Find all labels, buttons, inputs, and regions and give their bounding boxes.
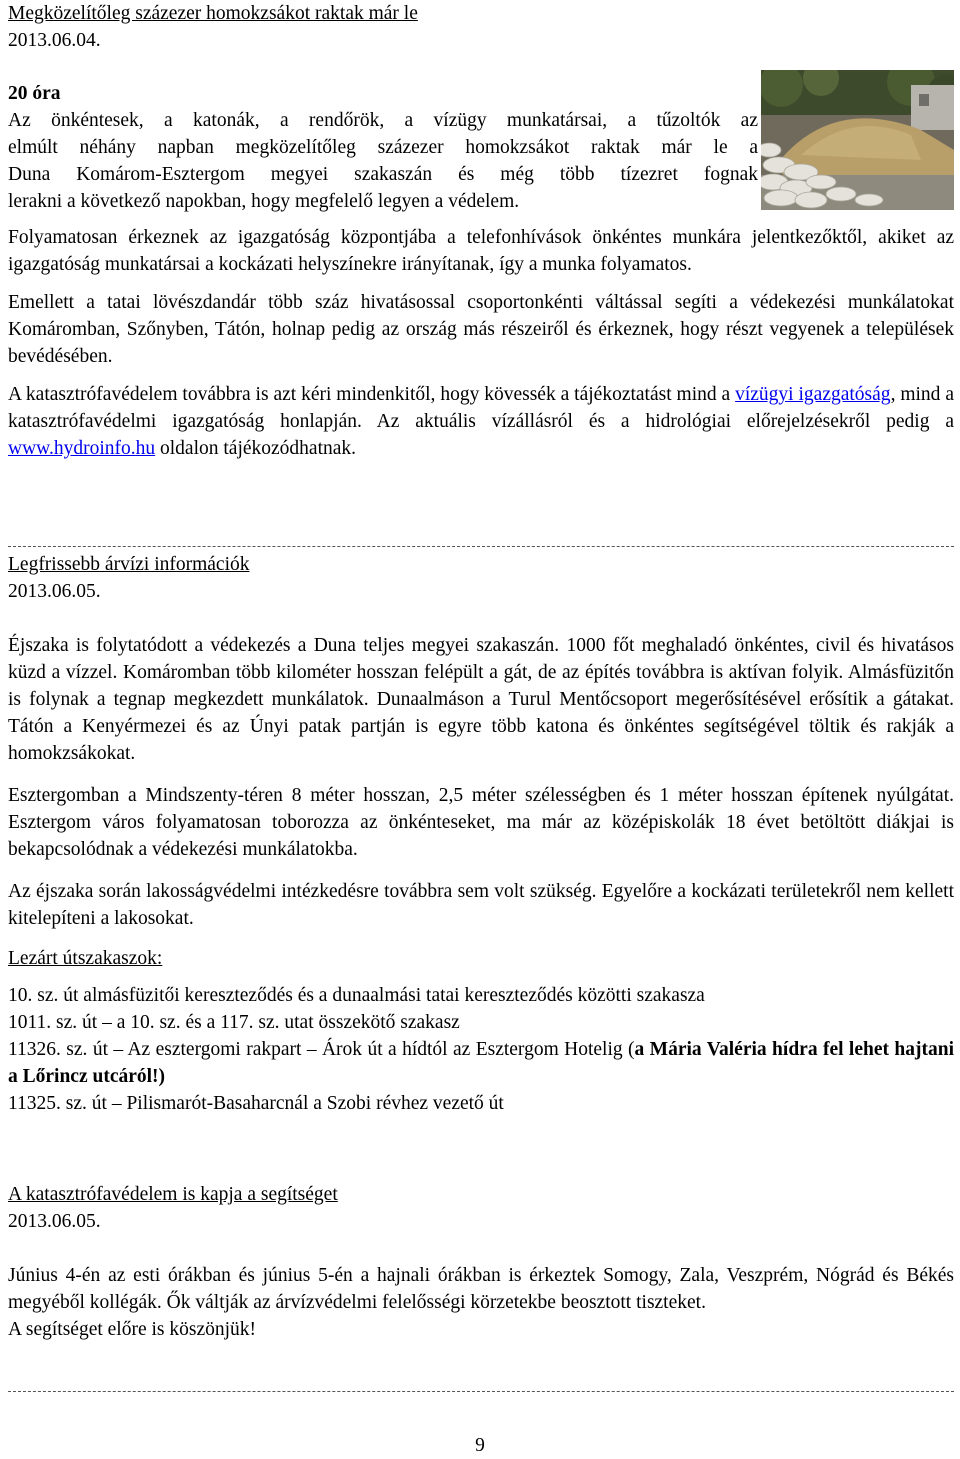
hydroinfo-link[interactable]: www.hydroinfo.hu [8, 438, 156, 459]
article2-title-link[interactable]: Legfrissebb árvízi információk [8, 554, 250, 575]
closed-roads-heading: Lezárt útszakaszok: [8, 948, 163, 969]
article2-paragraph-3: Az éjszaka során lakosságvédelmi intézkedésre továbbra sem volt szükség. Egyelőre a kockázati területekről nem kellett kitelepíteni a lakosokat. [8, 881, 954, 929]
article-date: 2013.06.04. [8, 30, 101, 51]
vizugyi-link[interactable]: vízügyi igazgatóság [735, 384, 891, 405]
article2-paragraph-2: Esztergomban a Mindszenty-téren 8 méter hosszan, 2,5 méter szélességben és 1 méter hosszan építenek nyúlgátat. Esztergom város folyamatosan toborozza az önkénteseket, ma már az középiskolák 18 évet betöltött diákjai is bekapcsolódnak a védekezési munkálatokba. [8, 785, 954, 860]
article3-title-link[interactable]: A katasztrófavédelem is kapja a segítséget [8, 1184, 338, 1205]
page-number: 9 [475, 1435, 485, 1456]
closed-road-3: 11326. sz. út – Az esztergomi rakpart – Árok út a hídtól az Esztergom Hotelig (a Mária Valéria hídra fel lehet hajtani a Lőrincz utcáról!) [8, 1039, 954, 1087]
article3-paragraph-1: Június 4-én az esti órákban és június 5-én a hajnali órákban is érkeztek Somogy, Zala, Veszprém, Nógrád és Békés megyéből kollégák. Ők váltják az árvízvédelmi felelősségi körzetekbe beosztott tiszteket. [8, 1265, 954, 1313]
paragraph-phone-calls: Folyamatosan érkeznek az igazgatóság központjába a telefonhívások önkéntes munkára jelentkezőktől, akiket az igazgatóság munkatársai a kockázati helyszínekre irányítanak, így a munka folyamatos. [8, 227, 954, 275]
intro-line-1: Az önkéntesek, a katonák, a rendőrök, a vízügy munkatársai, a tűzoltók az [8, 110, 758, 131]
article3-date: 2013.06.05. [8, 1211, 101, 1232]
time-heading: 20 óra [8, 83, 61, 104]
intro-line-3: Duna Komárom-Esztergom megyei szakaszán és még több tízezret fognak [8, 164, 758, 185]
article2-date: 2013.06.05. [8, 581, 101, 602]
section-divider-1 [8, 546, 954, 547]
closed-road-1: 10. sz. út almásfüzitői kereszteződés és a dunaalmási tatai kereszteződés közötti szakasza [8, 985, 705, 1006]
section-divider-2 [8, 1391, 954, 1392]
paragraph-info: A katasztrófavédelem továbbra is azt kéri mindenkitől, hogy kövessék a tájékoztatást mind a vízügyi igazgatóság, mind a katasztrófavédelmi igazgatóság honlapján. Az aktuális vízállásról és a hidrológiai előrejelzésekről pedig a www.hydroinfo.hu oldalon tájékozódhatnak. [8, 384, 954, 459]
intro-line-2: elmúlt néhány napban megközelítőleg százezer homokzsákot raktak már le a [8, 137, 758, 158]
paragraph-brigade: Emellett a tatai lövészdandár több száz hivatásossal csoportonkénti váltással segíti a védekezési munkálatokat Komáromban, Szőnyben, Tátón, holnap pedig az ország más részeiről és érkeznek, hogy részt vegyenek a települések bevédésében. [8, 292, 954, 367]
article3-paragraph-2: A segítséget előre is köszönjük! [8, 1319, 257, 1340]
closed-road-2: 1011. sz. út – a 10. sz. és a 117. sz. utat összekötő szakasz [8, 1012, 460, 1033]
closed-road-4: 11325. sz. út – Pilismarót-Basaharcnál a Szobi révhez vezető út [8, 1093, 504, 1114]
article-title-link[interactable]: Megközelítőleg százezer homokzsákot raktak már le [8, 3, 418, 24]
sandbags-photo [761, 70, 954, 210]
intro-line-4: lerakni a következő napokban, hogy megfelelő legyen a védelem. [8, 191, 520, 212]
article2-paragraph-1: Éjszaka is folytatódott a védekezés a Duna teljes megyei szakaszán. 1000 főt meghaladó önkéntes, civil és hivatásos küzd a vízzel. Komáromban több kilométer hosszan felépült a gát, de az építés továbbra is aktívan folyik. Almásfüzitőn is folynak a tegnap megkezdett munkálatok. Dunaalmáson a Turul Mentőcsoport megerősítésével erősítik a gátakat. Tátón a Kenyérmezei és az Únyi patak partján is egyre több katona és önkéntes segítségével töltik és rakják a homokzsákokat. [8, 635, 954, 764]
